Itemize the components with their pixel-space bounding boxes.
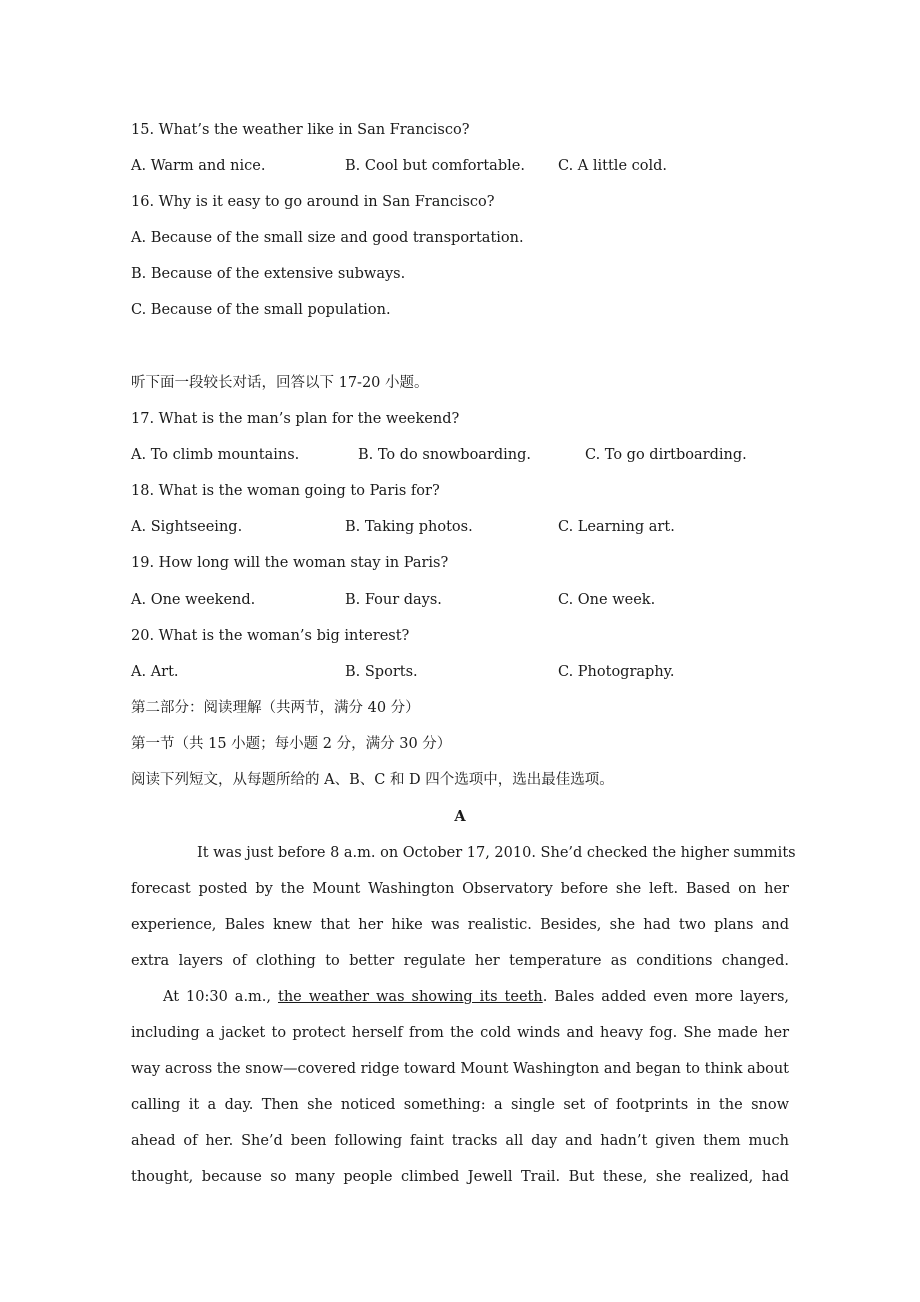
question-17: 17. What is the man’s plan for the weekend?: [131, 411, 460, 427]
q19-option-c: C. One week.: [558, 592, 656, 608]
question-19: 19. How long will the woman stay in Paris?: [131, 555, 449, 571]
underlined-phrase: the weather was showing its teeth: [278, 989, 543, 1005]
question-18: 18. What is the woman going to Paris for?: [131, 483, 440, 499]
q20-option-a: A. Art.: [131, 664, 179, 680]
passage-label: A: [454, 808, 466, 825]
q16-option-a: A. Because of the small size and good transportation.: [131, 230, 524, 246]
q16-option-b: B. Because of the extensive subways.: [131, 266, 406, 282]
q18-option-c: C. Learning art.: [558, 519, 675, 535]
q15-option-c: C. A little cold.: [558, 158, 668, 174]
q17-option-c: C. To go dirtboarding.: [585, 447, 747, 463]
q17-option-a: A. To climb mountains.: [131, 447, 300, 463]
q17-option-b: B. To do snowboarding.: [358, 447, 532, 463]
q20-option-b: B. Sports.: [345, 664, 418, 680]
passage-text: . Bales added even more layers,: [542, 989, 789, 1005]
q18-option-a: A. Sightseeing.: [131, 519, 243, 535]
q15-option-a: A. Warm and nice.: [131, 158, 266, 174]
q16-option-c: C. Because of the small population.: [131, 302, 391, 318]
q15-option-b: B. Cool but comfortable.: [345, 158, 525, 174]
reading-section-title: 第一节（共 15 小题；每小题 2 分，满分 30 分）: [131, 736, 452, 752]
passage-line: including a jacket to protect herself from the cold winds and heavy fog. She made her: [131, 1025, 789, 1041]
passage-line: extra layers of clothing to better regulate her temperature as conditions changed.: [131, 953, 789, 969]
passage-line: It was just before 8 a.m. on October 17, 2010. She’d checked the higher summits: [197, 845, 796, 861]
passage-line-with-underline: [163, 987, 789, 1007]
question-15: 15. What’s the weather like in San Francisco?: [131, 122, 470, 138]
passage-line: thought, because so many people climbed Jewell Trail. But these, she realized, had: [131, 1169, 789, 1185]
q18-option-b: B. Taking photos.: [345, 519, 473, 535]
reading-part-title: 第二部分：阅读理解（共两节，满分 40 分）: [131, 700, 420, 716]
q20-option-c: C. Photography.: [558, 664, 675, 680]
passage-line: way across the snow—covered ridge toward Mount Washington and began to think about: [131, 1061, 789, 1077]
passage-line: calling it a day. Then she noticed something: a single set of footprints in the snow: [131, 1097, 789, 1113]
reading-instruction: 阅读下列短文，从每题所给的 A、B、C 和 D 四个选项中，选出最佳选项。: [131, 772, 614, 788]
question-20: 20. What is the woman’s big interest?: [131, 628, 410, 644]
q19-option-b: B. Four days.: [345, 592, 442, 608]
q19-option-a: A. One weekend.: [131, 592, 256, 608]
passage-line: forecast posted by the Mount Washington Observatory before she left. Based on her: [131, 881, 789, 897]
question-16: 16. Why is it easy to go around in San Francisco?: [131, 194, 495, 210]
passage-line: ahead of her. She’d been following faint tracks all day and hadn’t given them much: [131, 1133, 789, 1149]
passage-text: At 10:30 a.m.,: [163, 989, 278, 1005]
instruction-17-20: 听下面一段较长对话，回答以下 17-20 小题。: [131, 375, 429, 391]
passage-line: experience, Bales knew that her hike was realistic. Besides, she had two plans and: [131, 917, 789, 933]
